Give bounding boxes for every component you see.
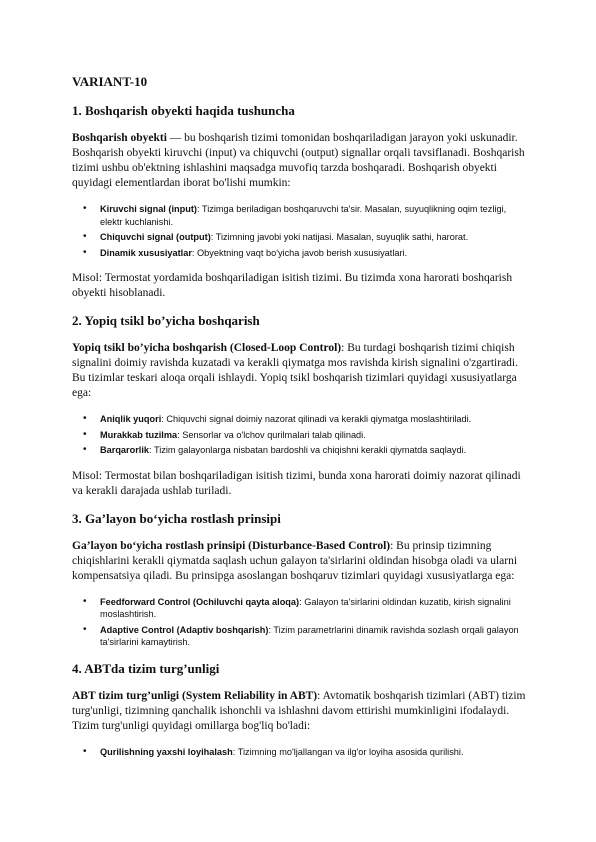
section-intro <box>72 341 528 401</box>
bullet-term: Feedforward Control (Ochiluvchi qayta aloqa) <box>100 596 300 607</box>
section-intro <box>72 689 528 734</box>
bullet-text: : Tizim parametrlarini dinamik ravishda sozlash orqali galayon ta'sirlarini kamaytirish. <box>100 624 519 647</box>
intro-term: Boshqarish obyekti <box>72 132 167 144</box>
list-item <box>82 247 528 260</box>
sections <box>72 103 528 758</box>
bullet-icon: • <box>83 595 87 607</box>
section-heading: 1. Boshqarish obyekti haqida tushuncha <box>72 103 295 118</box>
document-title: VARIANT-10 <box>72 74 148 89</box>
intro-term: Yopiq tsikl bo’yicha boshqarish (Closed-Loop Control) <box>72 342 342 354</box>
bullet-term: Qurilishning yaxshi loyihalash <box>100 746 233 757</box>
section-example: Misol: Termostat bilan boshqariladigan isitish tizimi, bunda xona harorati doimiy nazorat qilinadi va kerakli darajada ushlab turiladi. <box>72 469 521 497</box>
bullet-text: : Sensorlar va o'lchov qurilmalari talab qilinadi. <box>177 429 366 440</box>
list-item <box>82 746 528 759</box>
bullet-list <box>72 413 528 457</box>
intro-term: ABT tizim turg’unligi (System Reliability in ABT) <box>72 689 318 702</box>
list-item <box>82 444 528 457</box>
bullet-term: Murakkab tuzilma <box>100 429 178 440</box>
bullet-icon: • <box>83 444 87 455</box>
bullet-term: Dinamik xususiyatlar <box>100 247 192 258</box>
intro-term: Ga’layon bo‘yicha rostlash prinsipi (Disturbance-Based Control) <box>72 539 391 552</box>
bullet-icon: • <box>83 231 87 242</box>
section-heading: 4. ABTda tizim turg’unligi <box>72 660 220 676</box>
section-heading: 2. Yopiq tsikl bo’yicha boshqarish <box>72 313 260 328</box>
section-example: Misol: Termostat yordamida boshqariladigan isitish tizimi. Bu tizimda xona harorati boshqarish obyekti hisoblanadi. <box>72 272 513 299</box>
bullet-text: : Tizimning javobi yoki natijasi. Masalan, suyuqlik sathi, harorat. <box>210 232 469 242</box>
bullet-list <box>72 596 528 649</box>
bullet-text: : Tizimga beriladigan boshqaruvchi ta'sir. Masalan, suyuqlikning oqim tezligi, elektr kuchlanishi. <box>100 204 507 227</box>
list-item <box>82 429 528 442</box>
document-body <box>72 74 528 770</box>
bullet-term: Aniqlik yuqori <box>100 414 162 424</box>
bullet-text: : Obyektning vaqt bo'yicha javob berish xususiyatlari. <box>191 247 408 258</box>
bullet-icon: • <box>83 246 87 258</box>
bullet-term: Adaptive Control (Adaptiv boshqarish) <box>100 624 269 635</box>
list-item <box>82 231 528 244</box>
section-2 <box>72 313 528 499</box>
intro-text: : Bu prinsip tizimning chiqishlarini kerakli qiymatda saqlash uchun galayon ta'sirlarini oldindan hisobga oladi va ularni kompensatsiya qiladi. Bu prinsipga asoslangan boshqaruv tizimlari quyidagi xususiyatlarga ega: <box>72 539 518 582</box>
bullet-term: Kiruvchi signal (input) <box>100 204 197 214</box>
section-intro <box>72 131 528 191</box>
bullet-list <box>72 746 528 759</box>
intro-text: : Avtomatik boshqarish tizimlari (ABT) tizim turg'unligi, tizimning qanchalik ishonchli va ishlashni davom ettirishi mumkinligini ifodalaydi. Tizim turg'unligi quyidagi omillarga bog'liq bo'ladi: <box>72 689 526 732</box>
intro-text: — bu boshqarish tizimi tomonidan boshqariladigan jarayon yoki uskunadir. Boshqarish obyekti kiruvchi (input) va chiquvchi (output) signallar orqali tavsiflanadi. Boshqarish tizimi ushbu ob'ektning ishlashini maqsadga muvofiq tarzda boshqaradi. Boshqarish obyekti quyidagi elementlardan iborat bo'lishi mumkin: <box>72 132 525 189</box>
bullet-icon: • <box>83 203 87 214</box>
list-item <box>82 413 528 426</box>
bullet-text: : Galayon ta'sirlarini oldindan kuzatib, kirish signalini moslashtirish. <box>100 596 511 619</box>
bullet-text: : Tizimning mo'ljallangan va ilg'or loyiha asosida qurilishi. <box>232 746 464 757</box>
bullet-icon: • <box>83 745 87 757</box>
bullet-list <box>72 203 528 259</box>
bullet-text: : Chiquvchi signal doimiy nazorat qilinadi va kerakli qiymatga moslashtiriladi. <box>161 414 472 424</box>
bullet-text: : Tizim galayonlarga nisbatan bardoshli va chiqishni kerakli qiymatda saqlaydi. <box>149 445 467 455</box>
section-3 <box>72 511 528 649</box>
list-item <box>82 596 528 621</box>
list-item <box>82 203 528 228</box>
section-intro <box>72 539 528 584</box>
list-item <box>82 624 528 649</box>
bullet-icon: • <box>83 623 87 635</box>
bullet-icon: • <box>83 428 87 440</box>
bullet-term: Barqarorlik <box>100 445 150 455</box>
section-4 <box>72 661 528 759</box>
bullet-term: Chiquvchi signal (output) <box>100 232 211 242</box>
section-heading: 3. Ga’layon bo‘yicha rostlash prinsipi <box>72 510 281 526</box>
intro-text: : Bu turdagi boshqarish tizimi chiqish signalini doimiy ravishda kuzatadi va kerakli qiymatga mos ravishda kirish signalini o'zgartiradi. Bu tizimlar teskari aloqa orqali ishlaydi. Yopiq tsikl boshqarish tizimlari quyidagi xususiyatlarga ega: <box>72 342 518 399</box>
bullet-icon: • <box>83 413 87 424</box>
section-1 <box>72 103 528 301</box>
